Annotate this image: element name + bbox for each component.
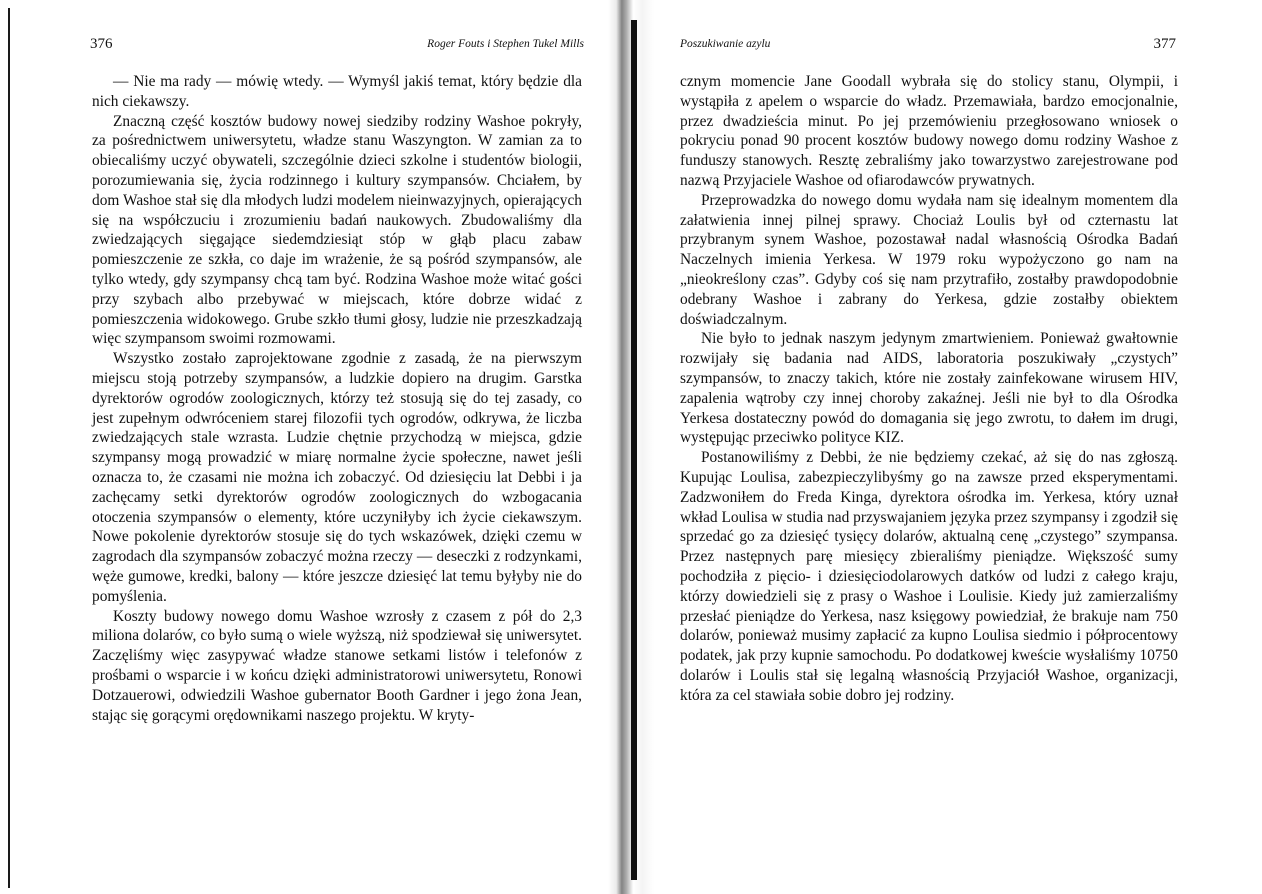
paragraph: Przeprowadzka do nowego domu wydała nam się idealnym momentem dla załatwienia innej pilnej sprawy. Chociaż Loulis był od czternastu lat przybranym synem Washoe, pozostawał nadal własnością Ośrodka Badań Naczelnych imienia Yerkesa. W 1979 roku wypożyczono go nam na „nieokreślony czas”. Gdyby coś się nam przytrafiło, zostałby prawdopodobnie odebrany Washoe i zabrany do Yerkesa, gdzie zostałby obiektem doświadczalnym.	[680, 191, 1178, 328]
paragraph: Wszystko zostało zaprojektowane zgodnie z zasadą, że na pierwszym miejscu stoją potrzeby szympansów, a ludzkie dopiero na drugim. Garstka dyrektorów ogrodów zoologicznych, którzy też stosują się do tej zasady, co jest zupełnym odwróceniem starej filozofii tych ogrodów, odkrywa, że liczba zwiedzających stale wzrasta. Ludzie chętnie przychodzą w miejsca, gdzie szympansy mogą prowadzić w miarę normalne życie społeczne, nawet jeśli oznacza to, że czasami nie można ich zobaczyć. Od dziesięciu lat Debbi i ja zachęcamy setki dyrektorów ogrodów zoologicznych do wzbogacania otoczenia szympansów o elementy, które uczyniłyby ich życie ciekawszym. Nowe pokolenie dyrektorów stosuje się do tych wskazówek, dzięki czemu w zagrodach dla szympansów zobaczyć można rzeczy — deseczki z rodzynkami, węże gumowe, kredki, balony — które jeszcze dziesięć lat temu byłyby nie do pomyślenia.	[92, 350, 582, 605]
paragraph: Postanowiliśmy z Debbi, że nie będziemy czekać, aż się do nas zgłoszą. Kupując Loulisa, zabezpieczylibyśmy go na zawsze przed eksperymentami. Zadzwoniłem do Freda Kinga, dyrektora ośrodka im. Yerkesa, który uznał wkład Loulisa w studia nad przyswajaniem języka przez szympansy i zgodził się sprzedać go za dziesięć tysięcy dolarów, aktualną cenę „czystego” szympansa. Przez następnych parę miesięcy zbieraliśmy pieniądze. Większość sumy pochodziła z pięcio- i dziesięciodolarowych datków od ludzi z całego kraju, którzy dowiedzieli się z prasy o Washoe i Loulisie. Kiedy już zamierzaliśmy przesłać pieniądze do Yerkesa, nasz księgowy powiedział, że brakuje nam 750 dolarów, ponieważ musimy zapłacić za kupno Loulisa siedmio i półprocentowy podatek, jak przy kupnie samochodu. Po dodatkowej kweście wysłaliśmy 10750 dolarów i Loulis stał się legalną własnością Przyjaciół Washoe, organizacji, która za cel stawiała sobie dobro jej rodziny.	[680, 449, 1178, 704]
right-page-header	[680, 36, 1176, 58]
paragraph: Koszty budowy nowego domu Washoe wzrosły z czasem z pół do 2,3 miliona dolarów, co było sumą o wiele wyższą, niż spodziewał się uniwersytet. Zaczęliśmy więc zasypywać władze stanowe setkami listów i telefonów z prośbami o wsparcie i w końcu dzięki administratorowi uniwersytetu, Ronowi Dotzauerowi, odwiedzili Washoe gubernator Booth Gardner i jego żona Jean, stając się gorącymi orędownikami naszego projektu. W kryty-	[92, 607, 582, 724]
right-running-title: Poszukiwanie azylu	[680, 38, 771, 50]
left-page-header	[90, 36, 584, 58]
book-spine-bar	[631, 20, 637, 880]
right-page-body	[680, 72, 1178, 706]
paragraph: cznym momencie Jane Goodall wybrała się do stolicy stanu, Olympii, i wystąpiła z apelem o wsparcie do władz. Przemawiała, bardzo emocjonalnie, przez dwadzieścia minut. Po jej przemówieniu przegłosowano wniosek o pokryciu ponad 90 procent kosztów budowy nowego domu rodziny Washoe z funduszy stanowych. Resztę zebraliśmy jako towarzystwo zarejestrowane pod nazwą Przyjaciele Washoe od ofiarodawców prywatnych.	[680, 73, 1178, 189]
left-page-body	[92, 72, 582, 725]
left-page	[0, 0, 622, 894]
left-running-title: Roger Fouts i Stephen Tukel Mills	[427, 38, 584, 50]
paragraph: Nie było to jednak naszym jedynym zmartwieniem. Ponieważ gwałtownie rozwijały się badania nad AIDS, laboratoria poszukiwały „czystych” szympansów, to znaczy takich, które nie zostały zainfekowane wirusem HIV, zapalenia wątroby czy innej choroby zakaźnej. Jeśli nie był to dla Ośrodka Yerkesa dostateczny powód do domagania się jego zwrotu, to dałem im drugi, występując przeciwko polityce KIZ.	[680, 330, 1178, 447]
paragraph: — Nie ma rady — mówię wtedy. — Wymyśl jakiś temat, który będzie dla nich ciekawszy.	[92, 73, 582, 110]
right-page	[640, 0, 1262, 894]
left-page-number: 376	[90, 36, 113, 52]
paragraph: Znaczną część kosztów budowy nowej siedziby rodziny Washoe pokryły, za pośrednictwem uniwersytetu, władze stanu Waszyngton. W zamian za to obiecaliśmy uczyć obywateli, szczególnie dzieci szkolne i studentów biologii, porozumiewania się, życia rodzinnego i kultury szympansów. Chciałem, by dom Washoe stał się dla młodych ludzi modelem nieinwazyjnych, opierających się na współczuciu i zrozumieniu badań naukowych. Zbudowaliśmy dla zwiedzających sięgające siedemdziesiąt stóp w głąb placu zabaw pomieszczenie ze szkła, co daje im wrażenie, że są pośród szympansów, ale tylko wtedy, gdy szympansy chcą tam być. Rodzina Washoe może witać gości przy szybach albo przebywać w miejscach, które dobrze widać z pomieszczenia widokowego. Grube szkło tłumi głosy, ludzie nie przeszkadzają więc szympansom swoimi rozmowami.	[92, 112, 582, 348]
right-page-number: 377	[1153, 36, 1176, 52]
